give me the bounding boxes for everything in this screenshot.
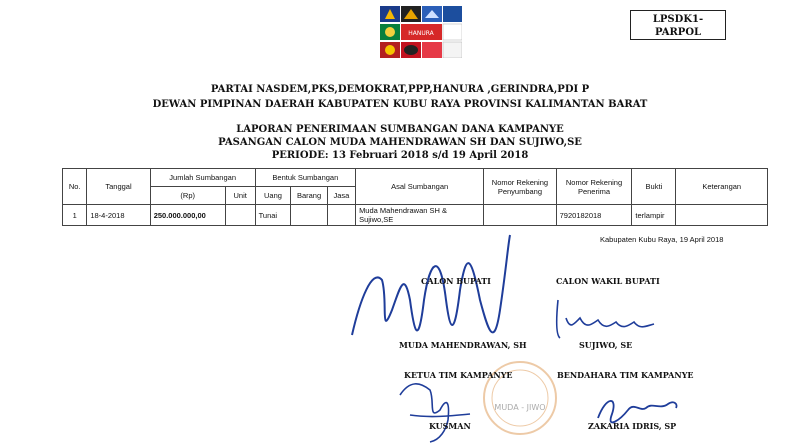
- form-code-line1: LPSDK1-: [652, 14, 704, 25]
- col-no: No.: [63, 169, 87, 205]
- logo-tile: [443, 6, 462, 22]
- party-logos: [380, 6, 462, 58]
- stamp-text: MUDA - JIWO: [494, 403, 546, 412]
- table-row: [63, 205, 768, 226]
- col-bentuk: Bentuk Sumbangan: [255, 169, 355, 187]
- col-nomor-penerima: Nomor Rekening Penerima: [556, 169, 632, 205]
- bendahara-label: BENDAHARA TIM KAMPANYE: [557, 370, 694, 380]
- logo-tile: [404, 45, 418, 55]
- col-asal: Asal Sumbangan: [356, 169, 484, 205]
- col-jumlah: Jumlah Sumbangan: [150, 169, 255, 187]
- col-barang: Barang: [291, 187, 327, 205]
- cell-no: 1: [63, 205, 87, 226]
- bendahara-name: ZAKARIA IDRIS, SP: [588, 421, 677, 431]
- form-code-line2: PARPOL: [654, 27, 702, 38]
- parties-heading: PARTAI NASDEM,PKS,DEMOKRAT,PPP,HANURA ,GERINDRA,PDI P: [210, 84, 590, 95]
- signature-ketua: [400, 384, 470, 442]
- cell-tanggal: 18-4-2018: [87, 205, 150, 226]
- logo-tile: [385, 27, 395, 37]
- candidates-heading: PASANGAN CALON MUDA MAHENDRAWAN SH DAN SUJIWO,SE: [218, 137, 582, 148]
- ketua-label: KETUA TIM KAMPANYE: [404, 370, 513, 380]
- cell-asal: Muda Mahendrawan SH & Sujiwo,SE: [356, 205, 484, 226]
- logo-tile: [422, 42, 442, 58]
- contribution-table: [62, 168, 768, 226]
- col-unit: Unit: [225, 187, 255, 205]
- cell-jasa: [327, 205, 355, 226]
- logo-tile: [443, 24, 462, 40]
- cell-nomor-penerima: 7920182018: [556, 205, 632, 226]
- col-rp: (Rp): [150, 187, 225, 205]
- cell-nomor-penyumbang: [484, 205, 556, 226]
- logo-tile: [385, 45, 395, 55]
- cell-rp: 250.000.000,00: [150, 205, 225, 226]
- logo-tile: [443, 42, 462, 58]
- form-code-box: [630, 10, 726, 40]
- cell-keterangan: [676, 205, 768, 226]
- place-date: Kabupaten Kubu Raya, 19 April 2018: [600, 235, 724, 244]
- calon-wakil-name: SUJIWO, SE: [579, 340, 633, 350]
- col-keterangan: Keterangan: [676, 169, 768, 205]
- ketua-name: KUSMAN: [429, 421, 471, 431]
- cell-unit: [225, 205, 255, 226]
- report-title: LAPORAN PENERIMAAN SUMBANGAN DANA KAMPANYE: [236, 124, 564, 135]
- hanura-logo-text: HANURA: [408, 30, 434, 37]
- cell-bukti: terlampir: [632, 205, 676, 226]
- cell-barang: [291, 205, 327, 226]
- col-uang: Uang: [255, 187, 291, 205]
- col-nomor-penyumbang: Nomor Rekening Penyumbang: [484, 169, 556, 205]
- signature-bendahara: [598, 401, 677, 422]
- period-heading: PERIODE: 13 Februari 2018 s/d 19 April 2018: [271, 150, 529, 161]
- col-tanggal: Tanggal: [87, 169, 150, 205]
- signature-calon-wakil: [557, 300, 654, 338]
- col-jasa: Jasa: [327, 187, 355, 205]
- calon-bupati-name: MUDA MAHENDRAWAN, SH: [399, 340, 527, 350]
- table-header-row: [63, 169, 768, 187]
- col-bukti: Bukti: [632, 169, 676, 205]
- cell-uang: Tunai: [255, 205, 291, 226]
- council-heading: DEWAN PIMPINAN DAERAH KABUPATEN KUBU RAYA PROVINSI KALIMANTAN BARAT: [152, 99, 648, 110]
- calon-bupati-label: CALON BUPATI: [421, 276, 491, 286]
- calon-wakil-label: CALON WAKIL BUPATI: [556, 276, 660, 286]
